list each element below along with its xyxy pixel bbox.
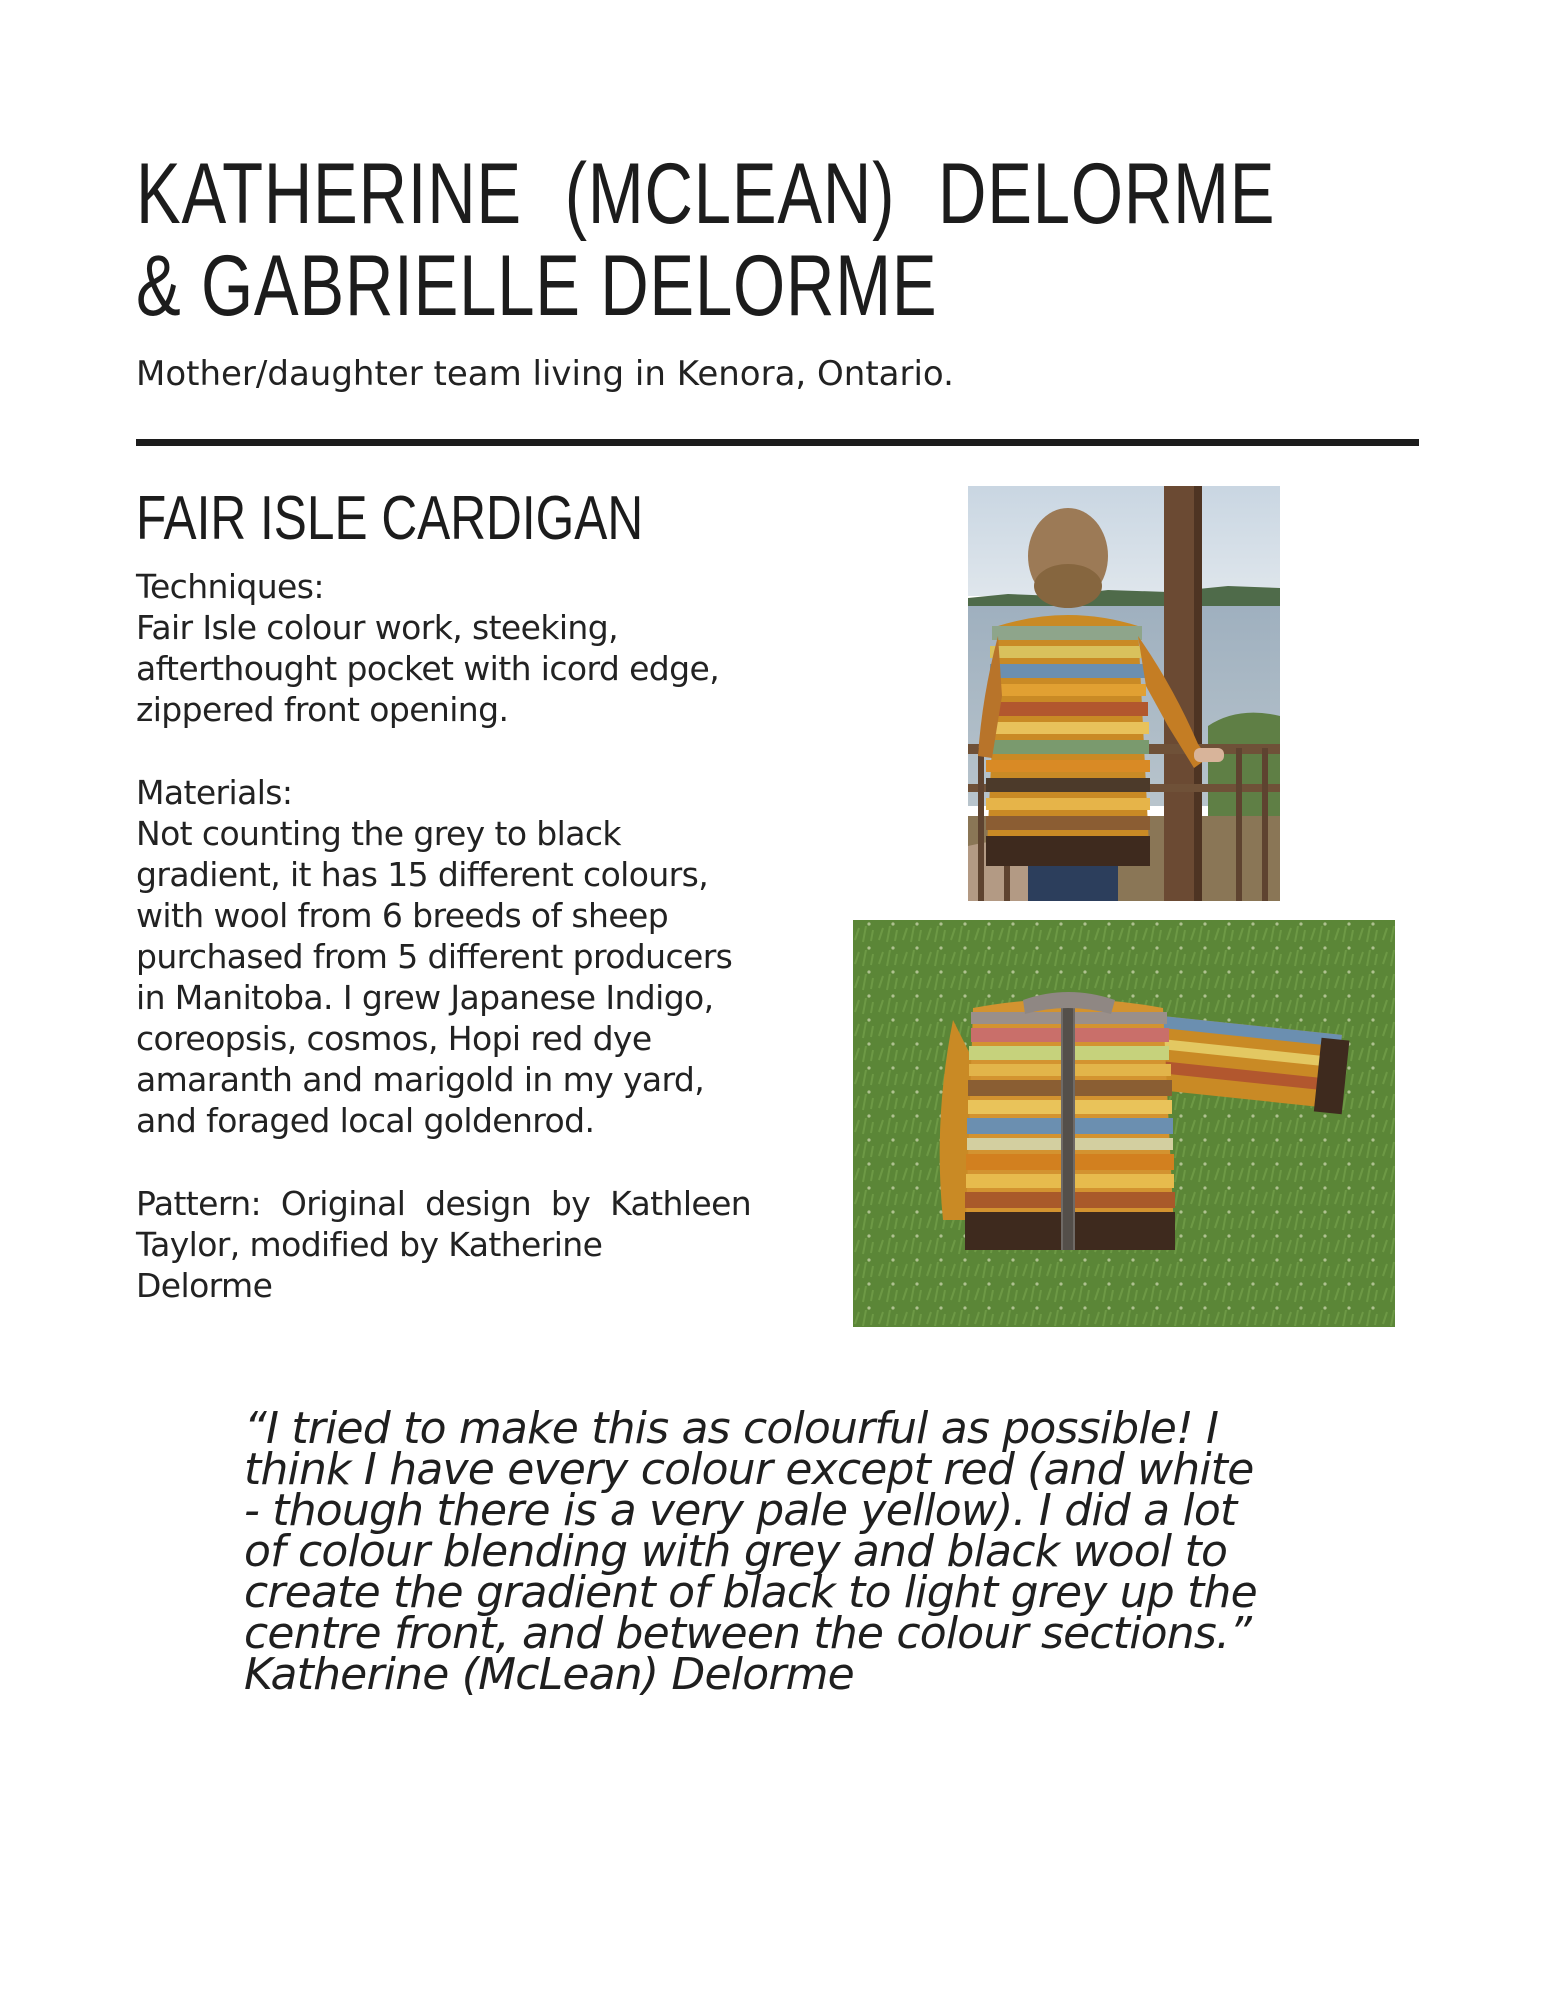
techniques-line: Fair Isle colour work, steeking, [136,608,618,647]
quote-line: of colour blending with grey and black wool to [244,1526,1228,1577]
materials-label: Materials: [136,773,293,812]
pattern-line: Taylor, modified by Katherine [136,1225,603,1264]
title-line-2: & GABRIELLE DELORME [136,238,938,334]
materials-line: coreopsis, cosmos, Hopi red dye [136,1019,652,1058]
cardigan-worn-photo [968,486,1280,901]
title-line-1: KATHERINE (MCLEAN) DELORME [136,146,1276,242]
pattern-line: Delorme [136,1266,273,1305]
materials-line: purchased from 5 different producers [136,937,733,976]
quote-line: think I have every colour except red (and white [244,1444,1254,1495]
techniques-line: zippered front opening. [136,690,509,729]
techniques-label: Techniques: [136,567,324,606]
techniques-line: afterthought pocket with icord edge, [136,649,720,688]
materials-block [136,772,816,1141]
materials-line: Not counting the grey to black [136,814,621,853]
quote-line: create the gradient of black to light grey up the [244,1567,1257,1618]
cardigan-flat-photo [853,920,1395,1327]
materials-line: with wool from 6 breeds of sheep [136,896,669,935]
materials-line: in Manitoba. I grew Japanese Indigo, [136,978,714,1017]
subtitle: Mother/daughter team living in Kenora, Ontario. [136,354,954,394]
section-heading: FAIR ISLE CARDIGAN [136,484,644,553]
quote-line: - though there is a very pale yellow). I did a lot [244,1485,1237,1536]
divider [136,439,1419,446]
quote-line: centre front, and between the colour sections.” [244,1608,1252,1659]
pattern-line: Pattern: Original design by Kathleen [136,1184,752,1223]
materials-line: amaranth and marigold in my yard, [136,1060,705,1099]
materials-line: gradient, it has 15 different colours, [136,855,709,894]
page-title [136,146,1276,334]
quote-block [244,1403,1364,1700]
materials-line: and foraged local goldenrod. [136,1101,595,1140]
quote-attribution: Katherine (McLean) Delorme [244,1649,854,1700]
techniques-block [136,566,816,730]
pattern-block [136,1183,816,1306]
quote-line: “I tried to make this as colourful as possible! I [244,1403,1219,1454]
